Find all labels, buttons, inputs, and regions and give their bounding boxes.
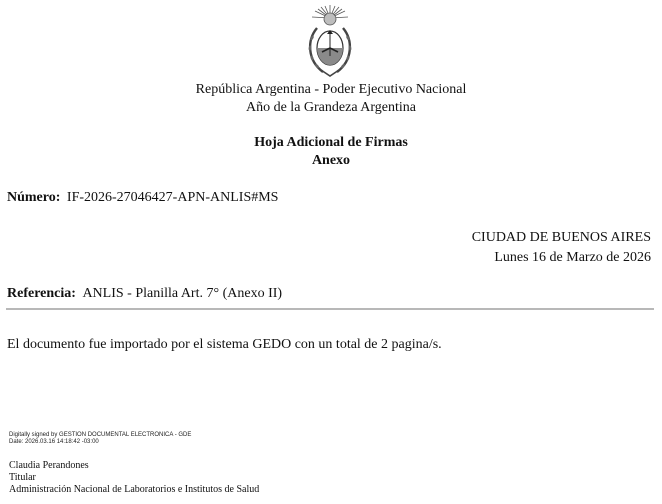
numero-value: IF-2026-27046427-APN-ANLIS#MS [66, 190, 279, 205]
digital-signature-line-1: Digitally signed by GESTION DOCUMENTAL ELECTRONICA - GDE [9, 432, 192, 438]
header-line-1: República Argentina - Poder Ejecutivo Nacional [195, 82, 467, 97]
numero-row [7, 189, 278, 207]
document-title: Hoja Adicional de Firmas [254, 135, 408, 150]
signer-organization: Administración Nacional de Laboratorios e Institutos de Salud [9, 484, 260, 495]
signer-role: Titular [9, 472, 36, 483]
digital-signature-date: Date: 2026.03.16 14:18:42 -03:00 [9, 439, 99, 445]
referencia-row [7, 285, 282, 303]
divider [6, 308, 654, 310]
document-subtitle: Anexo [311, 153, 351, 168]
header-line-2: Año de la Grandeza Argentina [245, 100, 416, 115]
referencia-value: ANLIS - Planilla Art. 7° (Anexo II) [82, 286, 283, 301]
body-text: El documento fue importado por el sistema GEDO con un total de 2 pagina/s. [7, 337, 442, 352]
document-date: Lunes 16 de Marzo de 2026 [494, 250, 651, 265]
argentina-coat-of-arms-icon [303, 4, 357, 80]
numero-label: Número: [7, 190, 61, 205]
city: CIUDAD DE BUENOS AIRES [471, 230, 651, 245]
referencia-label: Referencia: [7, 286, 76, 301]
signer-name: Claudia Perandones [9, 460, 89, 471]
